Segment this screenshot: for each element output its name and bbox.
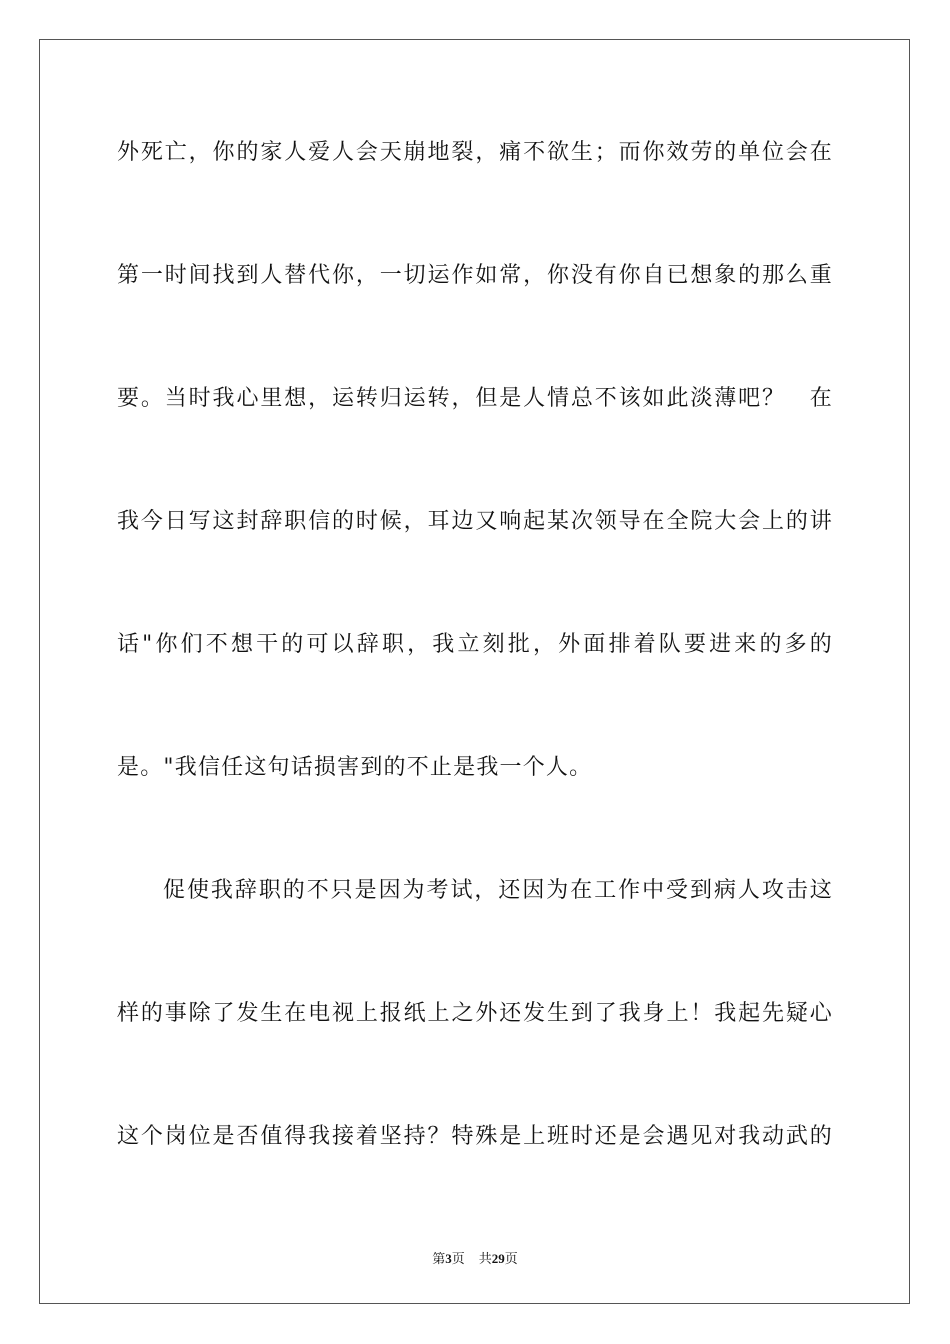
- text-line: 第一时间找到人替代你，一切运作如常，你没有你自已想象的那么重: [117, 263, 833, 288]
- text-line: 要。当时我心里想，运转归运转，但是人情总不该如此淡薄吧？ 在: [117, 386, 833, 411]
- paragraph-first-line: 促使我辞职的不只是因为考试，还因为在工作中受到病人攻击这: [163, 878, 833, 903]
- page-prefix: 第: [432, 1251, 446, 1266]
- text-line: 我今日写这封辞职信的时候，耳边又响起某次领导在全院大会上的讲: [117, 509, 833, 534]
- text-line: 话"你们不想干的可以辞职，我立刻批，外面排着队要进来的多的: [117, 632, 833, 657]
- text-line: 是。"我信任这句话损害到的不止是我一个人。: [117, 755, 593, 780]
- page-number: 3: [445, 1251, 452, 1266]
- text-line: 外死亡，你的家人爱人会天崩地裂，痛不欲生；而你效劳的单位会在: [117, 140, 833, 165]
- text-line: 这个岗位是否值得我接着坚持？特殊是上班时还是会遇见对我动武的: [117, 1124, 833, 1149]
- total-pages: 29: [491, 1251, 505, 1266]
- total-suffix: 页: [504, 1251, 518, 1266]
- document-body: [117, 120, 833, 1227]
- total-prefix: 共: [478, 1251, 492, 1266]
- page-footer: [0, 1248, 950, 1267]
- page-suffix: 页: [451, 1251, 465, 1266]
- text-line: 样的事除了发生在电视上报纸上之外还发生到了我身上！我起先疑心: [117, 1001, 833, 1026]
